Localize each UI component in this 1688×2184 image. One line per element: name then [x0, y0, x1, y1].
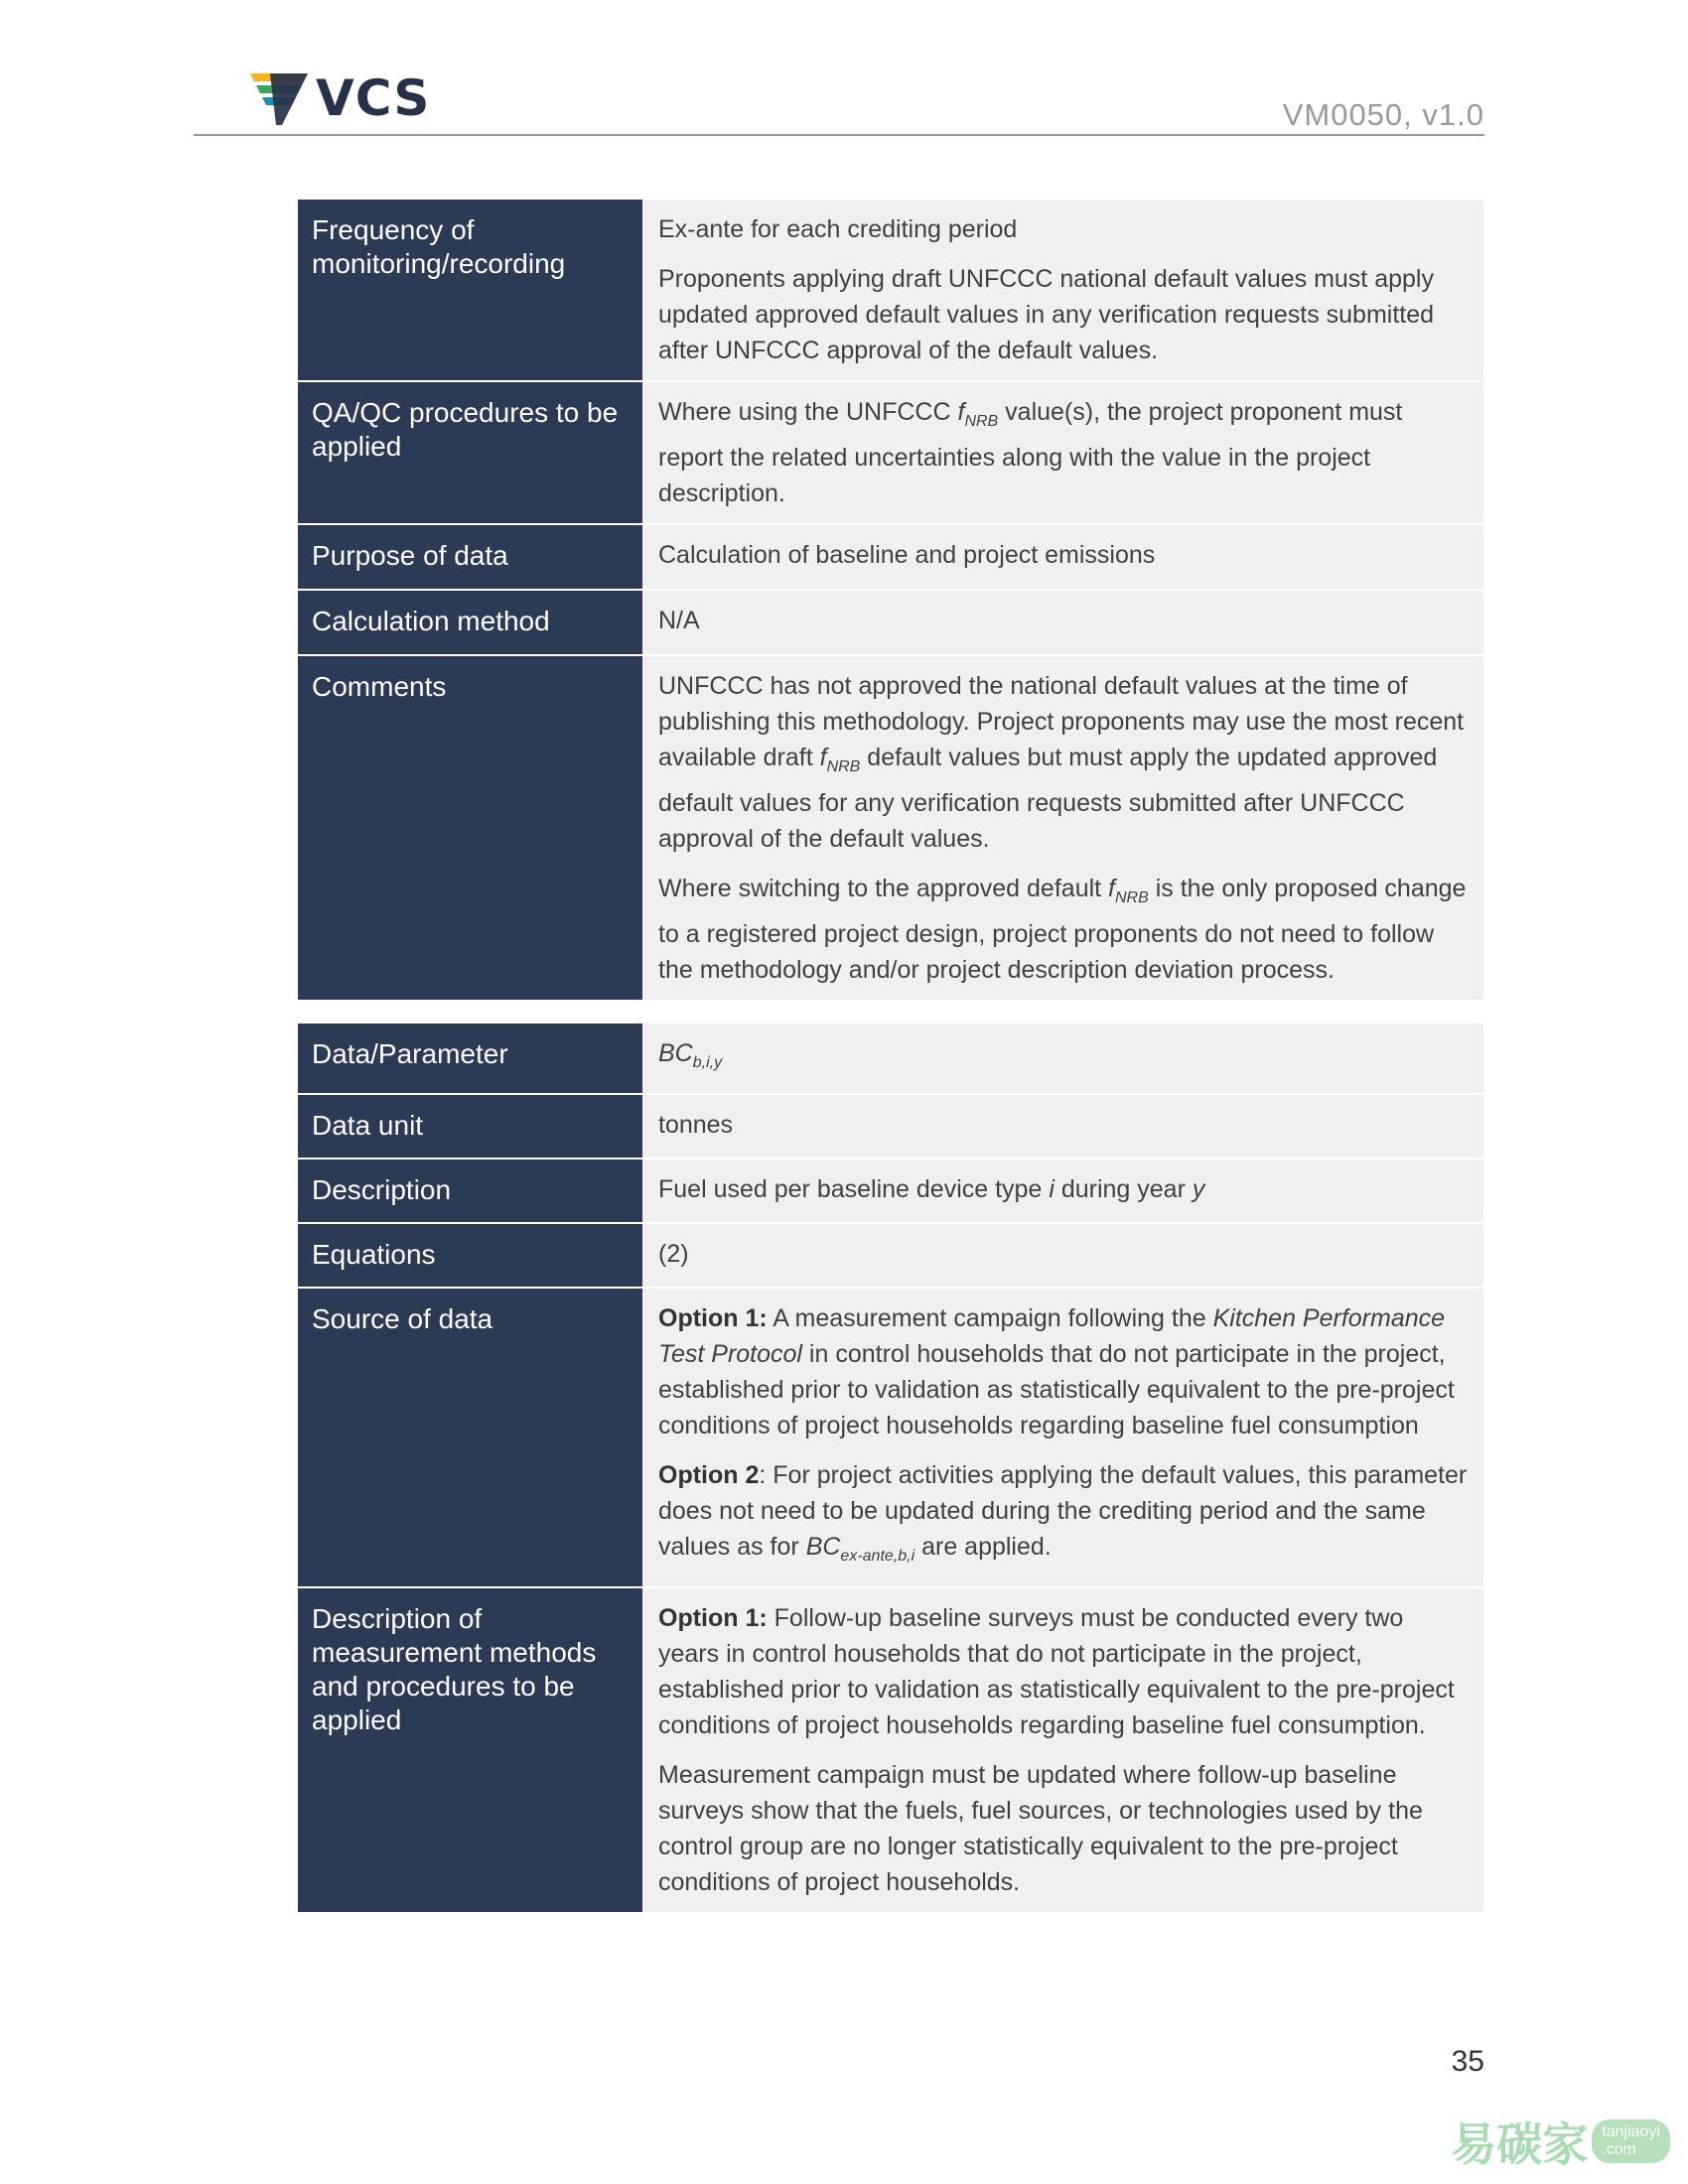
row-label: Equations [298, 1223, 642, 1288]
table-row [298, 1288, 1483, 1587]
parameter-table-bc [298, 1024, 1483, 1914]
row-label: Calculation method [298, 590, 642, 655]
paragraph: Where switching to the approved default $f_{NRB}$ is the only proposed change to a registered project design, project proponents do not need to follow the methodology and/or project description deviation process. [658, 875, 1467, 984]
row-label: Frequency of monitoring/recording [298, 200, 642, 381]
paragraph: Measurement campaign must be updated where follow-up baseline surveys show that the fuels, fuel sources, or technologies used by the control group are no longer statistically equivalent to the pre-project conditions of project households. [658, 1761, 1423, 1896]
table-row [298, 1223, 1483, 1288]
row-value: (2) [642, 1223, 1483, 1288]
paragraph: Proponents applying draft UNFCCC national default values must apply updated approved default values in any verification requests submitted after UNFCCC approval of the default values. [658, 265, 1435, 364]
table-row [298, 655, 1483, 1001]
row-label: Data/Parameter [298, 1024, 642, 1094]
vcs-logo-mark-icon [248, 68, 310, 129]
row-label: QA/QC procedures to be applied [298, 381, 642, 524]
paragraph: Ex-ante for each crediting period [658, 215, 1018, 243]
row-value [642, 1288, 1483, 1587]
vcs-logo [248, 68, 430, 129]
paragraph: Option 2: For project activities applying the default values, this parameter does not need to be updated during the crediting period and the same values as for $BC_{ex-ante,b,i}$ are applied. [658, 1461, 1468, 1565]
parameter-table-fnrb [298, 200, 1483, 1002]
logo-text: VCS [316, 69, 431, 127]
table-row [298, 1094, 1483, 1159]
paragraph: Option 1: A measurement campaign following the Kitchen Performance Test Protocol in control households that do not participate in the project, established prior to validation as statistically equivalent to the pre-project conditions of project households regarding baseline fuel consumption [658, 1304, 1455, 1439]
row-value [642, 655, 1483, 1001]
watermark-badge: tanjiaoyi .com [1592, 2119, 1670, 2163]
row-label: Description [298, 1159, 642, 1223]
page-number: 35 [1451, 2045, 1484, 2078]
row-value: tonnes [642, 1094, 1483, 1159]
row-value [642, 200, 1483, 381]
row-value: $BC_{b,i,y}$ [642, 1024, 1483, 1094]
table-row [298, 1159, 1483, 1223]
row-label: Data unit [298, 1094, 642, 1159]
row-label: Comments [298, 655, 642, 1001]
paragraph: Where using the UNFCCC $f_{NRB}$ value(s), the project proponent must report the related uncertainties along with the value in the project description. [658, 398, 1403, 507]
document-id: VM0050, v1.0 [1282, 97, 1484, 132]
watermark [1451, 2109, 1670, 2174]
paragraph: UNFCCC has not approved the national default values at the time of publishing this methodology. Project proponents may use the most recent available draft $f_{NRB}$ default values but must apply the updated approved default values for any verification requests submitted after UNFCCC approval of the default values. [658, 672, 1465, 853]
row-value: Calculation of baseline and project emissions [642, 524, 1483, 590]
table-row [298, 200, 1483, 381]
header-rule [194, 134, 1484, 136]
table-row [298, 1024, 1483, 1094]
row-value: N/A [642, 590, 1483, 655]
row-value [642, 381, 1483, 524]
page-header [194, 60, 1484, 139]
table-row [298, 381, 1483, 524]
row-value: Fuel used per baseline device type i during year y [642, 1159, 1483, 1223]
table-row [298, 1587, 1483, 1913]
watermark-text: 易碳家 [1451, 2118, 1589, 2170]
table-row [298, 524, 1483, 590]
row-label: Purpose of data [298, 524, 642, 590]
row-label: Source of data [298, 1288, 642, 1587]
row-label: Description of measurement methods and procedures to be applied [298, 1587, 642, 1913]
row-value [642, 1587, 1483, 1913]
paragraph: Option 1: Follow-up baseline surveys must be conducted every two years in control households that do not participate in the project, established prior to validation as statistically equivalent to the pre-project conditions of project households regarding baseline fuel consumption. [658, 1604, 1455, 1739]
table-row [298, 590, 1483, 655]
